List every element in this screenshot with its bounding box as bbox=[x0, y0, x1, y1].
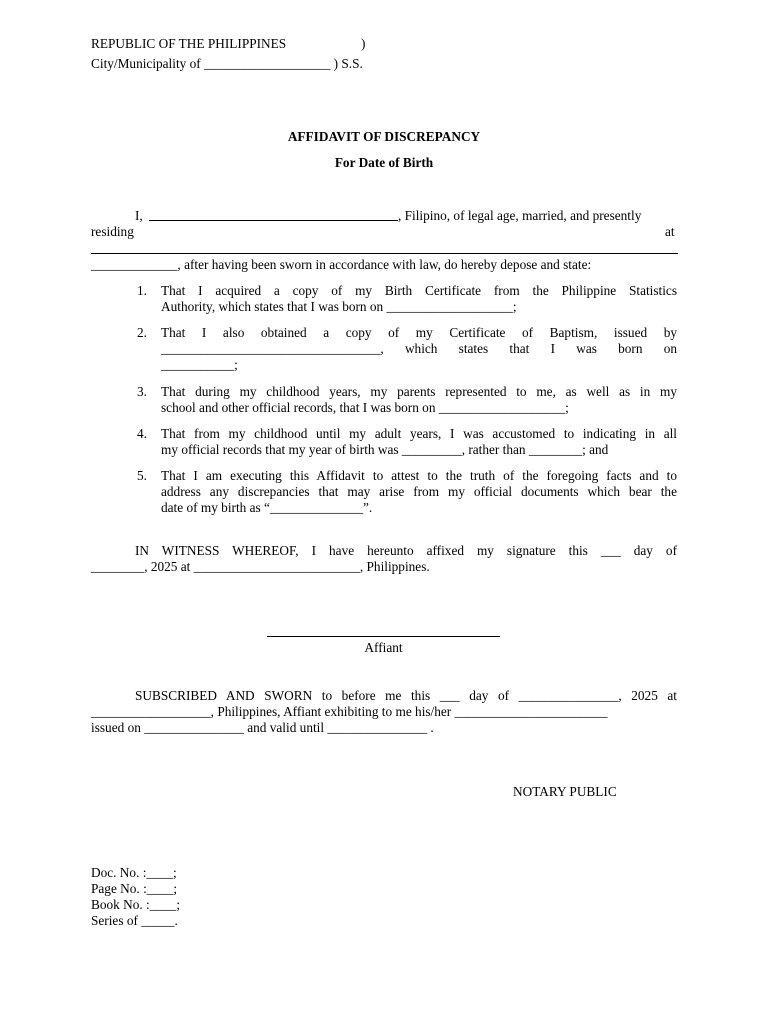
list-item-2 bbox=[161, 325, 677, 373]
affiant-label: Affiant bbox=[364, 640, 403, 655]
item-4-number: 4. bbox=[137, 426, 147, 441]
notary-public-label: NOTARY PUBLIC bbox=[513, 784, 617, 799]
item-4-line-1: That from my childhood until my adult years, I was accustomed to indicating in all bbox=[161, 426, 677, 441]
intro-at: at bbox=[665, 224, 675, 239]
list-item-1 bbox=[161, 283, 677, 315]
item-5-line-3: date of my birth as “______________”. bbox=[161, 500, 373, 515]
item-3-line-2: school and other official records, that I was born on ___________________; bbox=[161, 400, 569, 415]
doc-number: Doc. No. :____; bbox=[91, 865, 177, 880]
document-subtitle: For Date of Birth bbox=[334, 155, 434, 170]
item-1-line-1: That I acquired a copy of my Birth Certificate from the Philippine Statistics bbox=[161, 283, 677, 298]
document-title: AFFIDAVIT OF DISCREPANCY bbox=[287, 129, 481, 144]
item-2-line-2: _________________________________, which states that I was born on bbox=[161, 341, 677, 356]
list-item-4 bbox=[161, 426, 677, 458]
item-3-number: 3. bbox=[137, 384, 147, 399]
book-number: Book No. :____; bbox=[91, 897, 181, 912]
intro-residing: residing bbox=[91, 224, 134, 239]
item-2-number: 2. bbox=[137, 325, 147, 340]
intro-line3: _____________, after having been sworn in accordance with law, do hereby depose and state: bbox=[91, 257, 592, 272]
affiant-name-blank bbox=[149, 220, 398, 221]
series-number: Series of _____. bbox=[91, 913, 178, 928]
intro-line1-rest: , Filipino, of legal age, married, and presently bbox=[398, 208, 642, 223]
item-5-number: 5. bbox=[137, 468, 147, 483]
witness-line-2: ________, 2025 at _________________________, Philippines. bbox=[91, 559, 430, 574]
header-parenthesis: ) bbox=[361, 36, 366, 51]
signature-line bbox=[267, 636, 500, 637]
item-1-line-2: Authority, which states that I was born on ___________________; bbox=[161, 299, 517, 314]
address-blank-line bbox=[91, 253, 678, 254]
witness-line-1: IN WITNESS WHEREOF, I have hereunto affixed my signature this ___ day of bbox=[135, 543, 677, 558]
page-number: Page No. :____; bbox=[91, 881, 178, 896]
item-5-line-2: address any discrepancies that may arise from my official documents which bear the bbox=[161, 484, 677, 499]
item-5-line-1: That I am executing this Affidavit to attest to the truth of the foregoing facts and to bbox=[161, 468, 677, 483]
item-2-line-1: That I also obtained a copy of my Certificate of Baptism, issued by bbox=[161, 325, 677, 340]
sworn-line-2: __________________, Philippines, Affiant exhibiting to me his/her _______________________ bbox=[91, 704, 608, 719]
sworn-line-3: issued on _______________ and valid until _______________ . bbox=[91, 720, 434, 735]
list-item-5 bbox=[161, 468, 677, 516]
list-item-3 bbox=[161, 384, 677, 416]
item-3-line-1: That during my childhood years, my parents represented to me, as well as in my bbox=[161, 384, 677, 399]
sworn-line-1: SUBSCRIBED AND SWORN to before me this ___ day of _______________, 2025 at bbox=[135, 688, 677, 703]
item-4-line-2: my official records that my year of birth was _________, rather than ________; and bbox=[161, 442, 609, 457]
city-municipality-line: City/Municipality of ___________________ ) S.S. bbox=[91, 56, 363, 71]
republic-heading: REPUBLIC OF THE PHILIPPINES bbox=[91, 36, 287, 51]
intro-pronoun: I, bbox=[135, 208, 143, 223]
item-1-number: 1. bbox=[137, 283, 147, 298]
item-2-line-3: ___________; bbox=[161, 357, 238, 372]
